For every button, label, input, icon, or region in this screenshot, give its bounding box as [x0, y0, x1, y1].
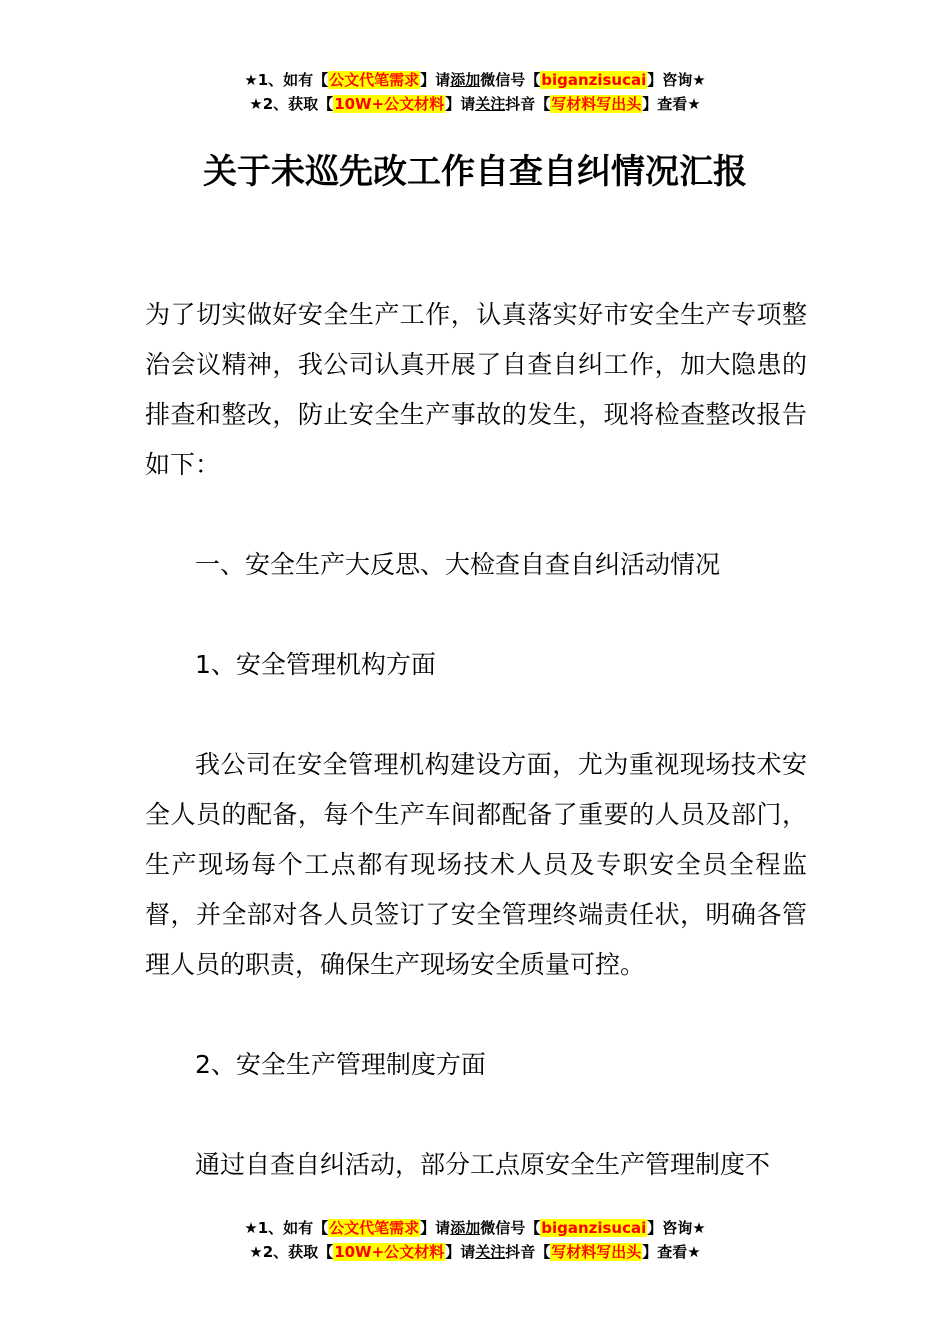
promo-highlight: 10W+公文材料	[334, 95, 445, 113]
body-paragraph: 我公司在安全管理机构建设方面，尤为重视现场技术安全人员的配备，每个生产车间都配备了重要的人员及部门，生产现场每个工点都有现场技术人员及专职安全员全程监督，并全部对各人员签订了安全管理终端责任状，明确各管理人员的职责，确保生产现场安全质量可控。	[145, 750, 807, 979]
section-heading: 一、安全生产大反思、大检查自查自纠活动情况	[195, 550, 721, 579]
promo-highlight: 公文代笔需求	[329, 1219, 420, 1237]
promo-line-2: ★2、获取【10W+公文材料】请关注抖音【写材料写出头】查看★	[249, 95, 701, 113]
header-promo-banner	[0, 68, 950, 116]
document-body	[145, 290, 807, 1190]
footer-promo-banner	[0, 1216, 950, 1264]
body-paragraph: 通过自查自纠活动，部分工点原安全生产管理制度不	[195, 1150, 771, 1179]
document-title: 关于未巡先改工作自查自纠情况汇报	[203, 152, 747, 192]
subsection-heading: 1、安全管理机构方面	[195, 650, 436, 679]
promo-highlight: 10W+公文材料	[334, 1243, 445, 1261]
promo-douyin-id: 写材料写出头	[551, 1243, 642, 1261]
promo-wechat-id: biganzisucai	[541, 1219, 647, 1237]
intro-paragraph: 为了切实做好安全生产工作，认真落实好市安全生产专项整治会议精神，我公司认真开展了自查自纠工作，加大隐患的排查和整改，防止安全生产事故的发生，现将检查整改报告如下：	[145, 300, 807, 479]
promo-line-1: ★1、如有【公文代笔需求】请添加微信号【biganzisucai】咨询★	[244, 1219, 706, 1237]
subsection-heading: 2、安全生产管理制度方面	[195, 1050, 486, 1079]
promo-douyin-id: 写材料写出头	[551, 95, 642, 113]
promo-wechat-id: biganzisucai	[541, 71, 647, 89]
promo-highlight: 公文代笔需求	[329, 71, 420, 89]
promo-line-2: ★2、获取【10W+公文材料】请关注抖音【写材料写出头】查看★	[249, 1243, 701, 1261]
promo-line-1: ★1、如有【公文代笔需求】请添加微信号【biganzisucai】咨询★	[244, 71, 706, 89]
